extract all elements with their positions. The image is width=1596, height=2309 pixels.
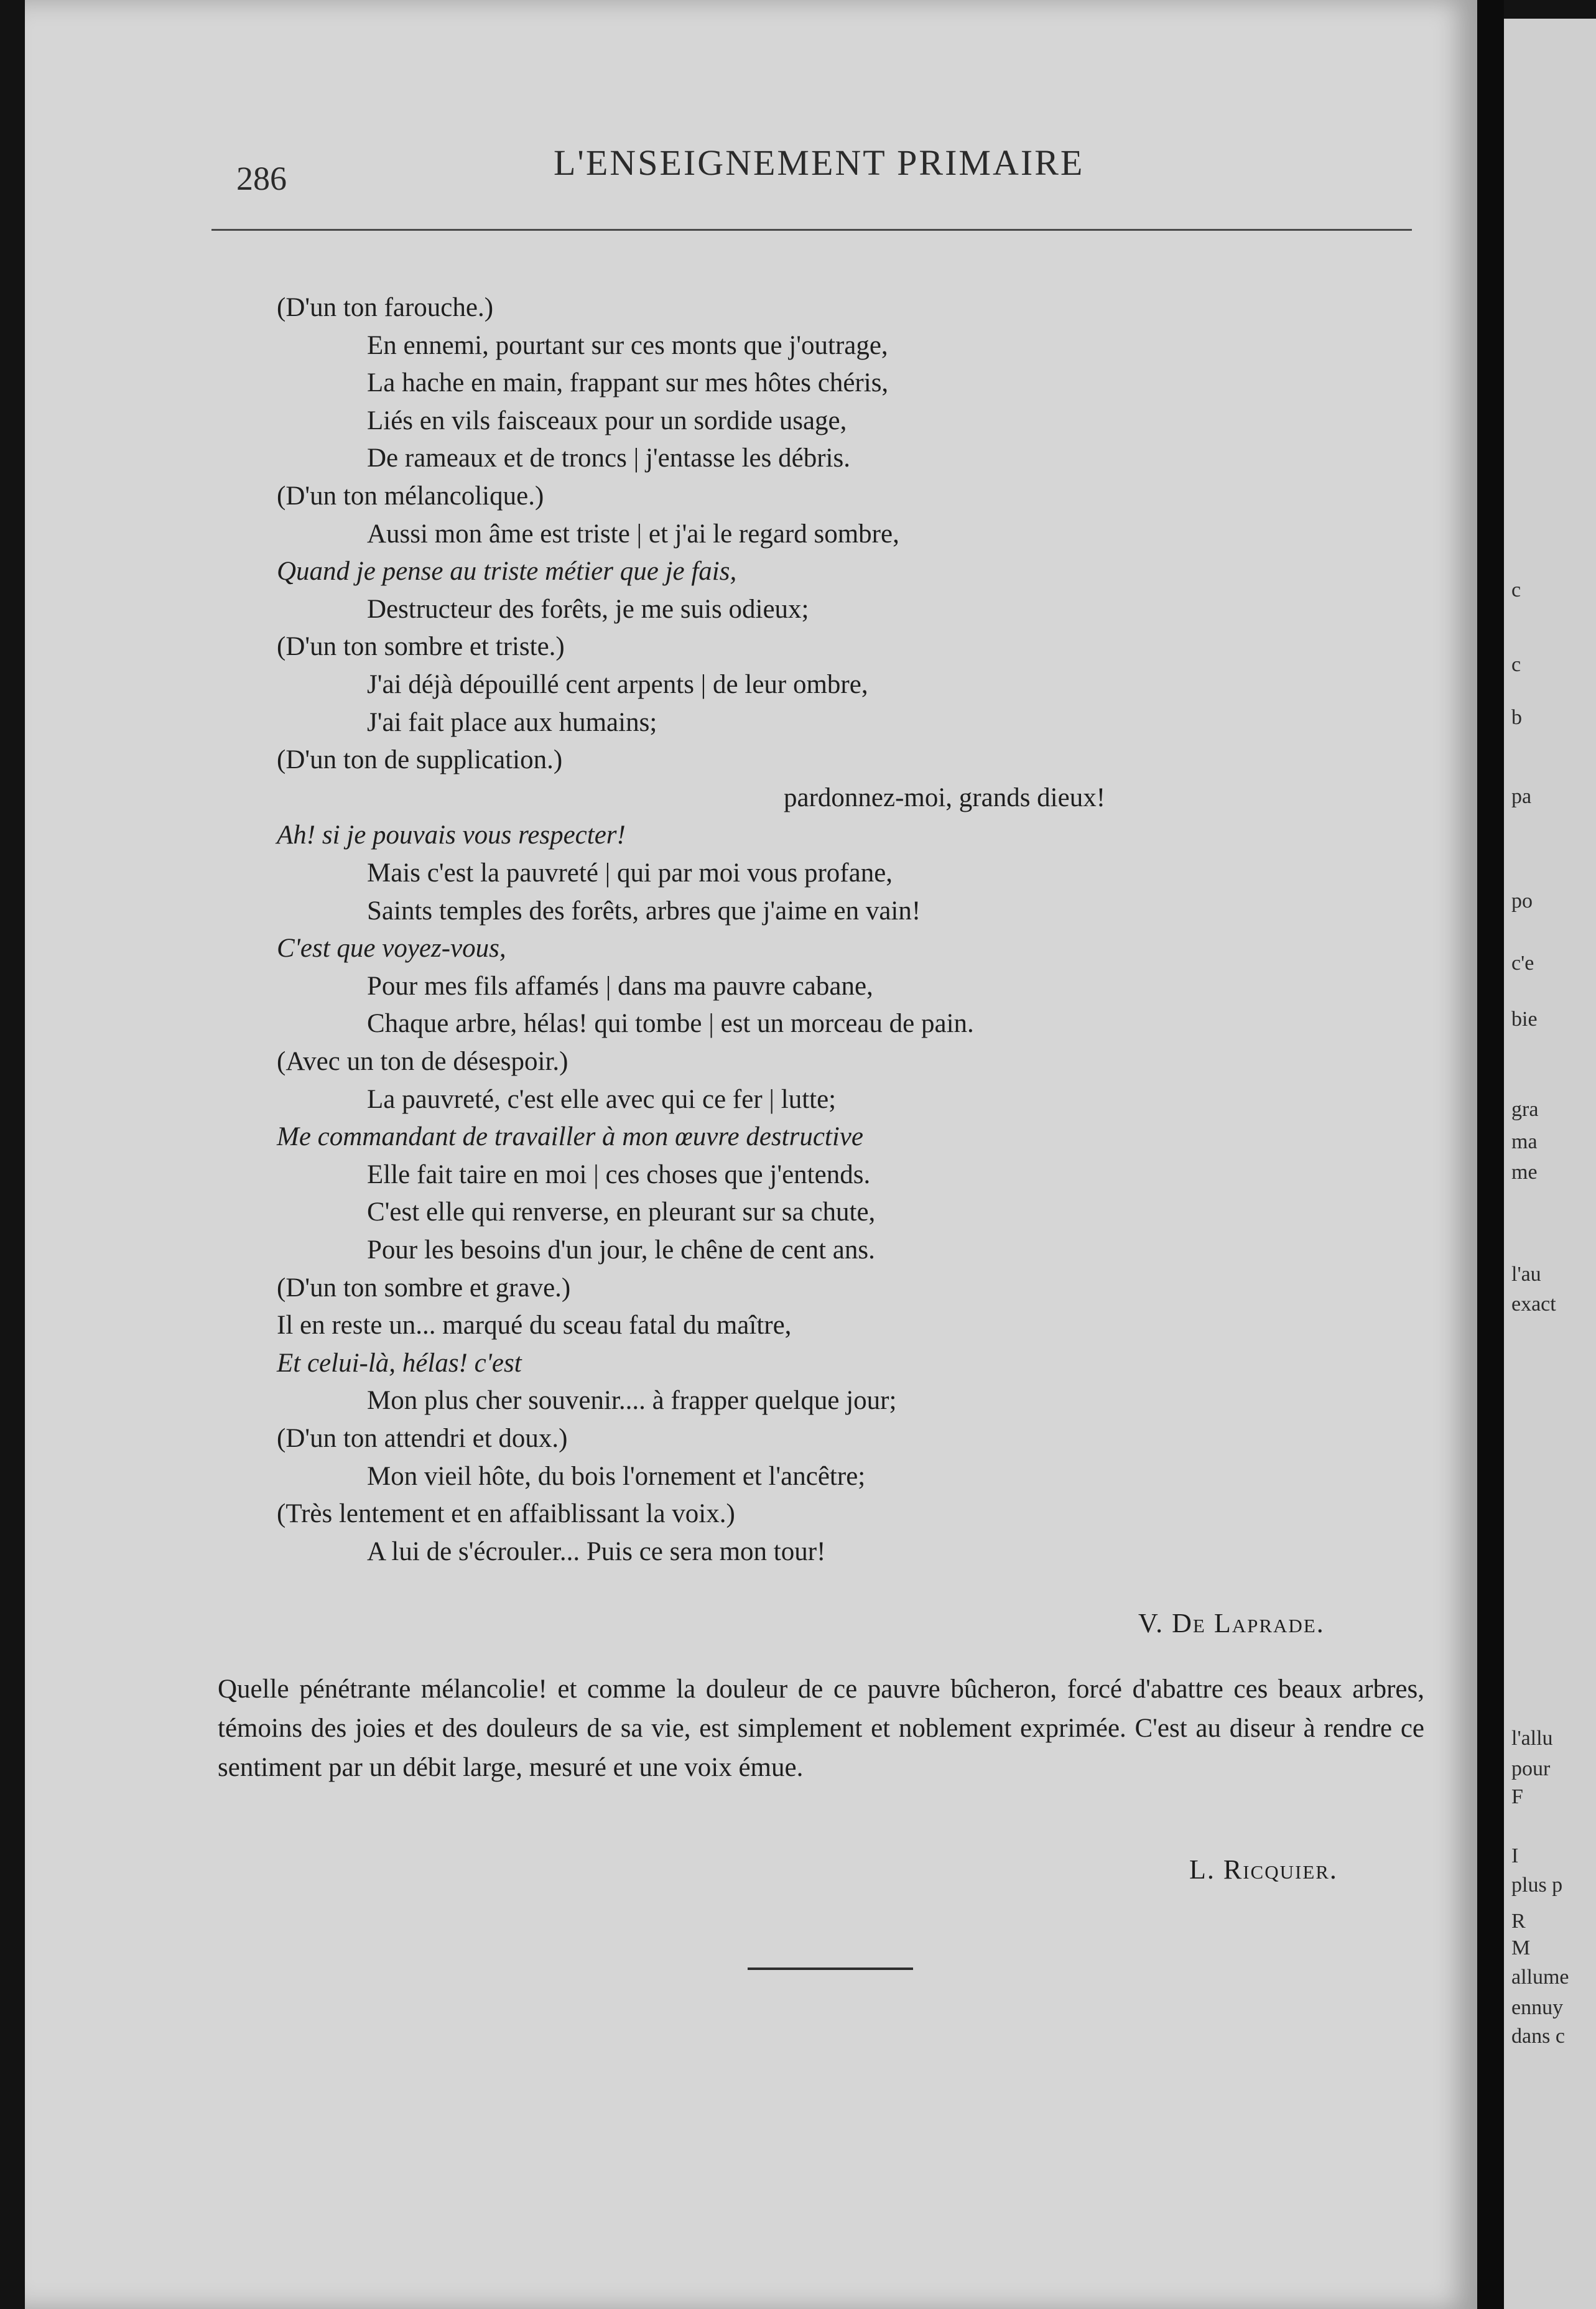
header-rule [211, 229, 1412, 231]
poem-line: Destructeur des forêts, je me suis odieux; [367, 594, 809, 624]
adjacent-page-fragment: bie [1511, 1008, 1538, 1031]
adjacent-page-fragment: F [1511, 1785, 1523, 1808]
adjacent-page-fragment: M [1511, 1936, 1531, 1959]
stage-direction: (D'un ton farouche.) [277, 293, 494, 322]
adjacent-page-fragment: pa [1511, 785, 1532, 808]
poem-line: Aussi mon âme est triste | et j'ai le regard sombre, [367, 519, 899, 549]
adjacent-page-fragment: po [1511, 890, 1533, 913]
adjacent-page-fragment: ma [1511, 1130, 1538, 1153]
adjacent-page-fragment: R [1511, 1910, 1526, 1933]
stage-direction: (D'un ton sombre et grave.) [277, 1273, 571, 1303]
adjacent-page-fragment: gra [1511, 1098, 1539, 1121]
adjacent-page-fragment: exact [1511, 1293, 1556, 1316]
poem-line: A lui de s'écrouler... Puis ce sera mon tour! [367, 1536, 826, 1566]
adjacent-page-fragment: ennuy [1511, 1996, 1564, 2019]
stage-direction: (D'un ton de supplication.) [277, 745, 563, 775]
poem-line: C'est que voyez-vous, [277, 934, 506, 964]
poem-line: Pour mes fils affamés | dans ma pauvre cabane, [367, 971, 873, 1001]
stage-direction: (D'un ton attendri et doux.) [277, 1424, 568, 1453]
poem-line: Saints temples des forêts, arbres que j'aime en vain! [367, 896, 921, 926]
poem-line: pardonnez-moi, grands dieux! [784, 783, 1106, 812]
book-gutter [1477, 0, 1504, 2309]
adjacent-page-fragment: c'e [1511, 952, 1534, 975]
adjacent-page-edge [1504, 19, 1596, 2309]
poem-line: Mon plus cher souvenir.... à frapper quelque jour; [367, 1386, 897, 1416]
poem-line: J'ai fait place aux humains; [367, 707, 657, 737]
adjacent-page-fragment: c [1511, 653, 1521, 676]
poem-line: Me commandant de travailler à mon œuvre destructive [277, 1122, 863, 1152]
adjacent-page-fragment: dans c [1511, 2025, 1565, 2048]
adjacent-page-fragment: b [1511, 706, 1522, 729]
stage-direction: (D'un ton mélancolique.) [277, 481, 544, 511]
poem-line: Mais c'est la pauvreté | qui par moi vous profane, [367, 858, 893, 888]
commentary-paragraph: Quelle pénétrante mélancolie! et comme la douleur de ce pauvre bûcheron, forcé d'abattre ces beaux arbres, témoins des joies et des douleurs de sa vie, est simplement et noblement exprimée. C'est au diseur à rendre ce sentiment par un débit large, mesuré et une voix émue. [218, 1675, 1424, 1782]
poem-line: Quand je pense au triste métier que je fais, [277, 557, 737, 587]
poem-line: Chaque arbre, hélas! qui tombe | est un morceau de pain. [367, 1009, 974, 1039]
stage-direction: (Très lentement et en affaiblissant la voix.) [277, 1499, 735, 1529]
adjacent-page-fragment: allume [1511, 1966, 1569, 1989]
running-title: L'ENSEIGNEMENT PRIMAIRE [554, 142, 1085, 183]
stage-direction: (Avec un ton de désespoir.) [277, 1047, 568, 1076]
adjacent-page-fragment: l'au [1511, 1263, 1541, 1286]
page-number: 286 [236, 160, 287, 197]
adjacent-page-fragment: me [1511, 1161, 1538, 1184]
adjacent-page-fragment: plus p [1511, 1874, 1563, 1897]
poem-line: La pauvreté, c'est elle avec qui ce fer | lutte; [367, 1084, 837, 1114]
poem-line: Pour les besoins d'un jour, le chêne de cent ans. [367, 1235, 875, 1265]
poem-line: La hache en main, frappant sur mes hôtes chéris, [367, 368, 889, 398]
stage-direction: Il en reste un... marqué du sceau fatal du maître, [277, 1311, 792, 1340]
poem-author: V. De Laprade. [1138, 1608, 1325, 1638]
adjacent-page-fragment: c [1511, 578, 1521, 602]
poem-line: Ah! si je pouvais vous respecter! [277, 820, 626, 850]
commentary-signature: L. Ricquier. [1189, 1854, 1338, 1885]
poem-line: De rameaux et de troncs | j'entasse les débris. [367, 444, 850, 473]
poem-line: Mon vieil hôte, du bois l'ornement et l'ancêtre; [367, 1461, 866, 1491]
adjacent-page-fragment: I [1511, 1844, 1519, 1867]
poem-line: C'est elle qui renverse, en pleurant sur sa chute, [367, 1197, 876, 1227]
poem-line: Et celui-là, hélas! c'est [277, 1348, 522, 1378]
stage-direction: (D'un ton sombre et triste.) [277, 632, 565, 662]
adjacent-page-fragment: l'allu [1511, 1727, 1553, 1750]
adjacent-page-fragment: pour [1511, 1757, 1551, 1780]
poem-line: Elle fait taire en moi | ces choses que j'entends. [367, 1159, 871, 1189]
poem-line: J'ai déjà dépouillé cent arpents | de leur ombre, [367, 670, 868, 699]
end-rule [748, 1968, 913, 1970]
poem-line: En ennemi, pourtant sur ces monts que j'outrage, [367, 330, 888, 360]
poem-line: Liés en vils faisceaux pour un sordide usage, [367, 406, 847, 435]
